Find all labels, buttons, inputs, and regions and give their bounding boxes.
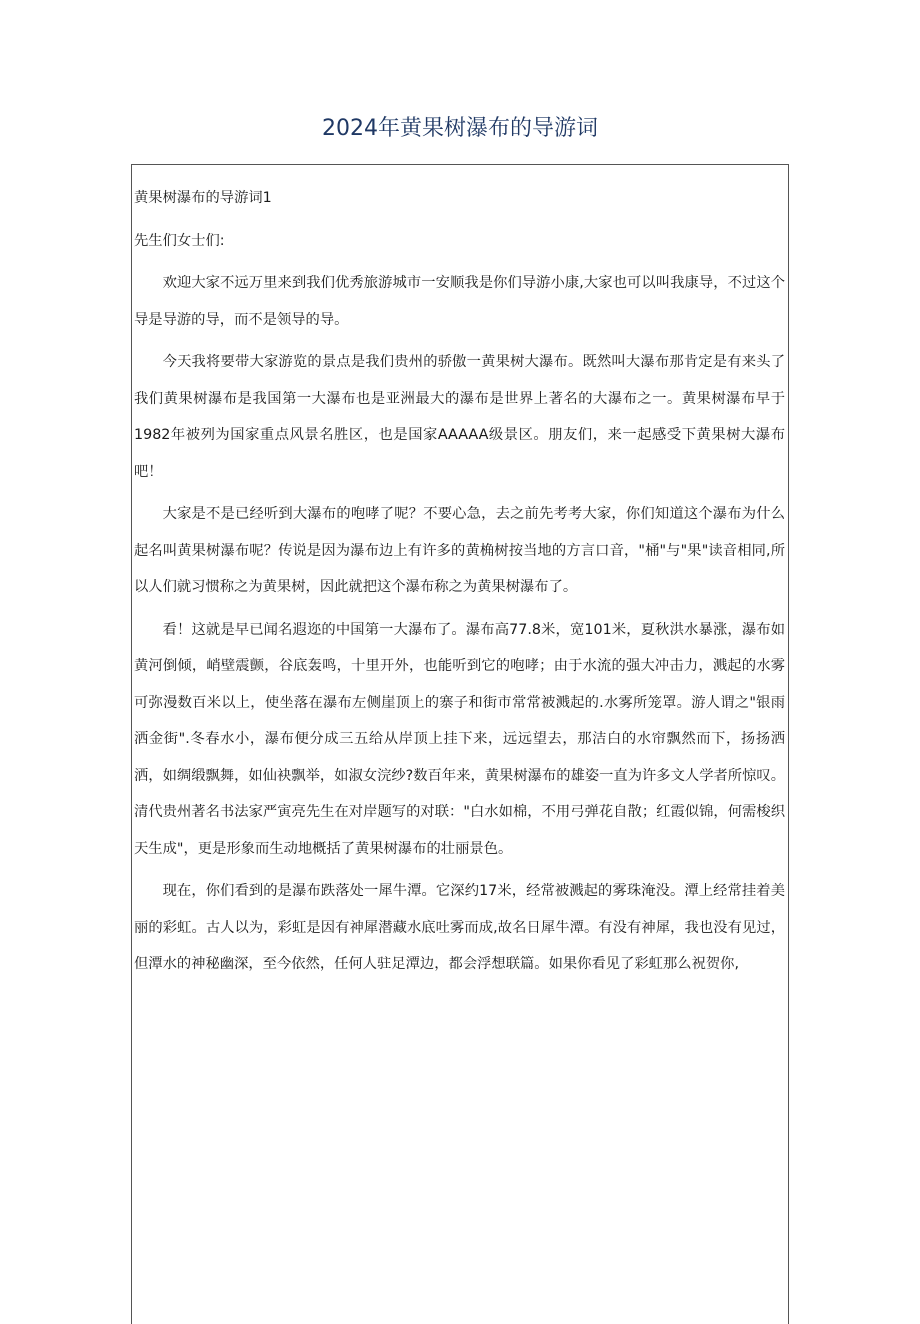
- section-heading: 黄果树瀑布的导游词1: [134, 190, 272, 206]
- paragraph-name-origin: 大家是不是已经听到大瀑布的咆哮了呢？不要心急，去之前先考考大家，你们知道这个瀑布为什么起名叫黄果树瀑布呢？传说是因为瀑布边上有许多的黄桷树按当地的方言口音，"桶"与"果"读音相同,所以人们就习惯称之为黄果树，因此就把这个瀑布称之为黄果树瀑布了。: [134, 506, 785, 595]
- document-body: [134, 180, 785, 983]
- paragraph-waterfall-description: 看！这就是早已闻名遐迩的中国第一大瀑布了。瀑布高77.8米，宽101米，夏秋洪水暴涨，瀑布如黄河倒倾，峭壁震颤，谷底轰鸣，十里开外，也能听到它的咆哮；由于水流的强大冲击力，溅起的水雾可弥漫数百米以上，使坐落在瀑布左侧崖顶上的寨子和街市常常被溅起的.水雾所笼罩。游人谓之"银雨洒金街".冬春水小，瀑布便分成三五给从岸顶上挂下来，远远望去，那洁白的水帘飘然而下，扬扬洒洒，如绸缎飘舞，如仙袂飘举，如淑女浣纱?数百年来，黄果树瀑布的雄姿一直为许多文人学者所惊叹。清代贵州著名书法家严寅亮先生在对岸题写的对联："白水如棉，不用弓弹花自散；红霞似锦，何需梭织天生成"，更是形象而生动地概括了黄果树瀑布的壮丽景色。: [134, 621, 785, 857]
- paragraph-introduction: 今天我将要带大家游览的景点是我们贵州的骄傲一黄果树大瀑布。既然叫大瀑布那肯定是有来头了我们黄果树瀑布是我国第一大瀑布也是亚洲最大的瀑布是世界上著名的大瀑布之一。黄果树瀑布早于1982年被列为国家重点风景名胜区，也是国家AAAAA级景区。朋友们，来一起感受下黄果树大瀑布吧！: [134, 354, 785, 480]
- document-title: 2024年黄果树瀑布的导游词: [322, 116, 598, 141]
- paragraph-rhinoceros-pool: 现在，你们看到的是瀑布跌落处一犀牛潭。它深约17米，经常被溅起的雾珠淹没。潭上经常挂着美丽的彩虹。古人以为，彩虹是因有神犀潜藏水底吐雾而成,故名日犀牛潭。有没有神犀，我也没有见过，但潭水的神秘幽深，至今依然，任何人驻足潭边，都会浮想联篇。如果你看见了彩虹那么祝贺你,: [134, 883, 785, 972]
- paragraph-welcome: 欢迎大家不远万里来到我们优秀旅游城市一安顺我是你们导游小康,大家也可以叫我康导，不过这个导是导游的导，而不是领导的导。: [134, 275, 785, 328]
- greeting: 先生们女士们:: [134, 232, 225, 249]
